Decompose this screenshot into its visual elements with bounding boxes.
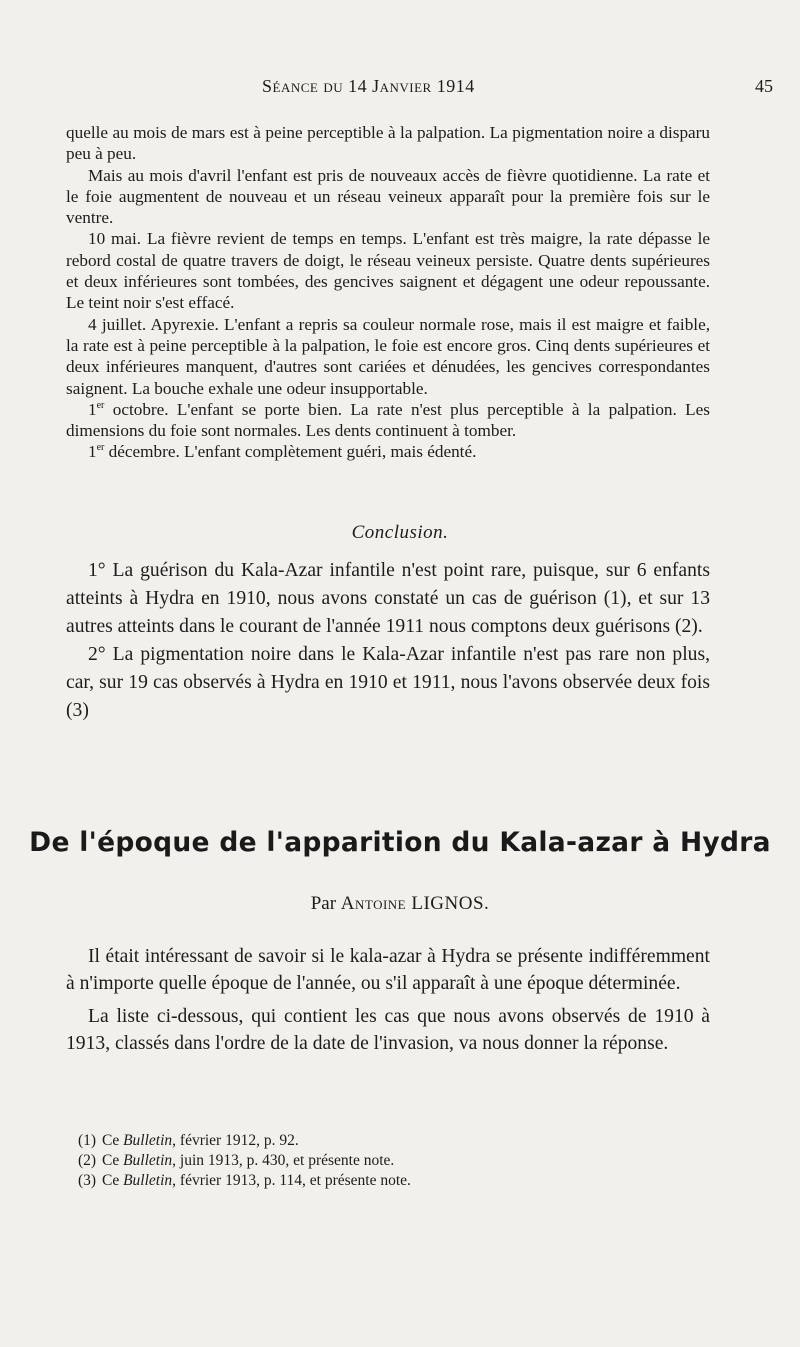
footnote-prefix: Ce	[102, 1152, 124, 1169]
byline	[0, 893, 800, 915]
dated-note-december	[66, 441, 710, 462]
date-day: 1	[88, 399, 97, 419]
article-title: De l'époque de l'apparition du Kala-azar à Hydra	[29, 827, 771, 858]
footnote-number: (2)	[78, 1152, 97, 1169]
article-paragraph: La liste ci-dessous, qui contient les cas que nous avons observés de 1910 à 1913, classés dans l'ordre de la date de l'invasion, va nous donner la réponse.	[66, 1006, 710, 1054]
date-note-text: décembre. L'enfant complètement guéri, mais édenté.	[104, 442, 477, 462]
footnote	[78, 1131, 678, 1151]
conclusion-heading: Conclusion.	[351, 522, 449, 543]
author-name: Antoine LIGNOS.	[340, 893, 490, 914]
conclusion-paragraph: 2° La pigmentation noire dans le Kala-Azar infantile n'est pas rare non plus, car, sur 19 cas observés à Hydra en 1910 et 1911, nous l'avons observée deux fois (3)	[66, 644, 710, 721]
footnote	[78, 1171, 678, 1191]
footnote-prefix: Ce	[102, 1132, 124, 1149]
running-head-title: Séance du 14 Janvier 1914	[262, 76, 475, 96]
footnote-number: (3)	[78, 1172, 97, 1189]
conclusion-section	[66, 557, 710, 725]
case-note-paragraph: quelle au mois de mars est à peine perceptible à la palpation. La pigmentation noire a disparu peu à peu.	[66, 123, 710, 164]
case-note-paragraph: 4 juillet. Apyrexie. L'enfant a repris sa couleur normale rose, mais il est maigre et faible, la rate est à peine perceptible à la palpation, le foie est encore gros. Cinq dents supérieures et deux inférieures manquent, d'autres sont cariées et dénudées, les gencives correspondantes saignent. La bouche exhale une odeur insupportable.	[66, 314, 710, 398]
footnote	[78, 1151, 678, 1171]
footnote-reference: , février 1913, p. 114, et présente note.	[172, 1172, 411, 1189]
footnote-journal: Bulletin	[123, 1152, 173, 1169]
footnote-number: (1)	[78, 1132, 97, 1149]
date-ordinal: er	[96, 442, 105, 454]
case-note-paragraph: 10 mai. La fièvre revient de temps en temps. L'enfant est très maigre, la rate dépasse le rebord costal de quatre travers de doigt, le réseau veineux persiste. Quatre dents supérieures et deux inférieures sont tombées, des gencives saignent et dégagent une odeur repoussante. Le teint noir s'est effacé.	[66, 229, 710, 313]
footnote-journal: Bulletin	[123, 1172, 173, 1189]
conclusion-paragraph: 1° La guérison du Kala-Azar infantile n'est point rare, puisque, sur 6 enfants atteints à Hydra en 1910, nous avons constaté un cas de guérison (1), et sur 13 autres atteints dans le courant de l'année 1911 nous comptons deux guérisons (2).	[66, 560, 710, 637]
page-number: 45	[755, 76, 773, 96]
case-notes	[66, 122, 710, 463]
date-ordinal: er	[96, 399, 105, 411]
footnote-reference: , février 1912, p. 92.	[172, 1132, 299, 1149]
footnotes	[78, 1131, 678, 1191]
case-note-paragraph: Mais au mois d'avril l'enfant est pris de nouveaux accès de fièvre quotidienne. La rate et le foie augmentent de nouveau et un réseau veineux apparaît pour la première fois sur le ventre.	[66, 165, 710, 228]
footnote-prefix: Ce	[102, 1172, 124, 1189]
footnote-journal: Bulletin	[123, 1132, 173, 1149]
date-day: 1	[88, 442, 97, 462]
byline-prefix: Par	[310, 893, 341, 914]
footnote-reference: , juin 1913, p. 430, et présente note.	[172, 1152, 395, 1169]
dated-note-october	[66, 399, 710, 442]
article-paragraph: Il était intéressant de savoir si le kala-azar à Hydra se présente indifféremment à n'importe quelle époque de l'année, ou s'il apparaît à une époque déterminée.	[66, 946, 710, 994]
article-body	[66, 943, 710, 1063]
running-head	[0, 76, 800, 100]
date-note-text: octobre. L'enfant se porte bien. La rate n'est plus perceptible à la palpation. Les dimensions du foie sont normales. Les dents continuent à tomber.	[66, 399, 710, 441]
